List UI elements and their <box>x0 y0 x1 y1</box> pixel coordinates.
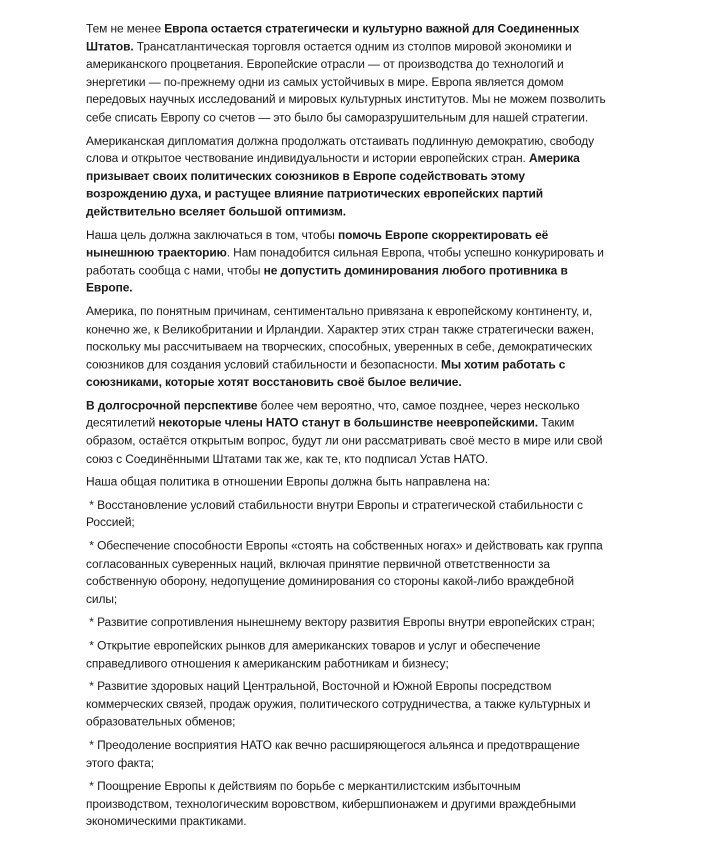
text-run: * Преодоление восприятия НАТО как вечно расширяющегося альянса и предотвращение этого факта; <box>86 738 583 770</box>
paragraph <box>86 473 607 491</box>
text-run: * Обеспечение способности Европы «стоять на собственных ногах» и действовать как группа согласованных суверенных наций, включая принятие первичной ответственности за собственную оборону, недопущение доминирования со стороны какой-либо враждебной силы; <box>86 538 606 606</box>
text-run: * Открытие европейских рынков для американских товаров и услуг и обеспечение справедливого отношения к американским работникам и бизнесу; <box>86 638 544 670</box>
bullet-paragraph <box>86 496 607 531</box>
text-run: * Развитие сопротивления нынешнему вектору развития Европы внутри европейских стран; <box>86 615 595 629</box>
bold-text-run: В долгосрочной перспективе <box>86 398 258 412</box>
text-run: . Нам понадобится сильная Европа, чтобы успешно конкурировать и работать сообща с нами, чтобы <box>86 245 608 277</box>
bold-text-run: некоторые члены НАТО станут в большинстве неевропейскими. <box>158 416 538 430</box>
bullet-paragraph <box>86 614 607 632</box>
text-run: Таким образом, остаётся открытым вопрос, будут ли они рассматривать своё место в мире или свой союз с Соединёнными Штатами так же, как те, кто подписал Устав НАТО. <box>86 416 606 466</box>
bold-text-run: не допустить доминирования любого противника в Европе. <box>86 263 571 295</box>
text-run: Тем не менее <box>86 21 165 36</box>
text-run: Наша цель должна заключаться в том, чтобы <box>86 227 339 242</box>
bold-text-run: Мы хотим работать с союзниками, которые хотят восстановить своё былое величие. <box>86 357 569 389</box>
bullet-paragraph <box>86 637 607 672</box>
text-run: Америка, по понятным причинам, сентиментально привязана к европейскому континенту, и, конечно же, к Великобритании и Ирландии. Характер этих стран также стратегически важен, поскольку мы рассчитываем на творческих, способных, уверенных в себе, демократических союзников для создания условий стабильности и безопасности. <box>86 304 598 372</box>
text-run: * Восстановление условий стабильности внутри Европы и стратегической стабильности с Россией; <box>86 497 587 530</box>
paragraph <box>86 226 607 297</box>
text-run: более чем вероятно, что, самое позднее, через несколько десятилетий <box>86 398 583 430</box>
bullet-paragraph <box>86 678 607 731</box>
bullet-paragraph <box>86 777 607 830</box>
bold-text-run: Америка призывает своих политических союзников в Европе содействовать этому возрождению духа, и растущее влияние патриотических европейских партий действительно вселяет большой оптимизм. <box>86 151 583 219</box>
bullet-paragraph <box>86 537 607 608</box>
bold-text-run: Европа остается стратегически и культурно важной для Соединенных Штатов. <box>86 21 583 54</box>
text-run: Наша общая политика в отношении Европы должна быть направлена на: <box>86 474 491 489</box>
bold-text-run: помочь Европе скорректировать её нынешнюю траекторию <box>86 227 552 260</box>
paragraph <box>86 20 607 126</box>
text-run: * Развитие здоровых наций Центральной, Восточной и Южной Европы посредством коммерческих связей, продаж оружия, политического сотрудничества, а также культурных и образовательных обменов; <box>86 679 594 729</box>
paragraph <box>86 397 607 468</box>
bullet-paragraph <box>86 736 607 771</box>
text-run: Трансатлантическая торговля остается одним из столпов мировой экономики и американского процветания. Европейские отрасли — от производства до технологий и энергетики — по-прежнему одни из самых устойчивых в мире. Европа является домом передовых научных исследований и мировых культурных институтов. Мы не можем позволить себе списать Европу со счетов — это было бы саморазрушительным для нашей стратегии. <box>86 39 609 125</box>
text-run: * Поощрение Европы к действиям по борьбе с меркантилистским избыточным производством, технологическим воровством, кибершпионажем и другими враждебными экономическими практиками. <box>86 779 580 829</box>
paragraph <box>86 132 607 221</box>
text-run: Американская дипломатия должна продолжать отстаивать подлинную демократию, свободу слова и открытое чествование индивидуальности и истории европейских стран. <box>86 133 598 165</box>
paragraph <box>86 302 607 391</box>
